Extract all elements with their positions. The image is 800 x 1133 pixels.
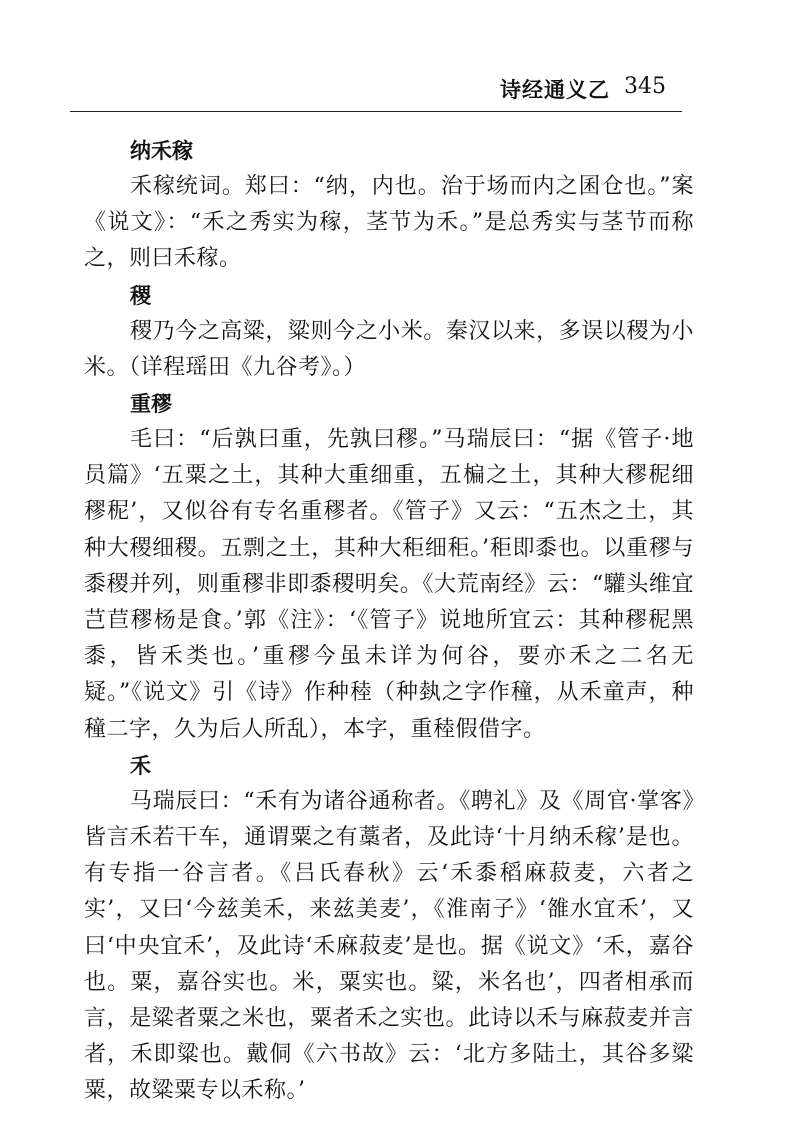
section-heading: 禾 [130, 753, 151, 778]
section-paragraph: 马瑞辰曰：“禾有为诸谷通称者。《聘礼》及《周官·掌客》皆言禾若干车，通谓粟之有藁者，及此诗‘十月纳禾稼’是也。有专指一谷言者。《吕氏春秋》云‘禾黍稻麻菽麦，六者之实’，又曰‘今兹美禾，来兹美麦’，《淮南子》‘雒水宜禾’，又曰‘中央宜禾’，及此诗‘禾麻菽麦’是也。据《说文》‘禾，嘉谷也。粟，嘉谷实也。米，粟实也。粱，米名也’，四者相承而言，是粱者粟之米也，粟者禾之实也。此诗以禾与麻菽麦并言者，禾即粱也。戴侗《六书故》云：‘北方多陆土，其谷多粱粟，故粱粟专以禾称。’ [84, 788, 694, 1104]
section-zhong-lu [84, 386, 694, 748]
header-rule [70, 111, 682, 112]
section-heading: 稷 [130, 283, 151, 308]
page-number: 345 [624, 74, 666, 99]
section-paragraph: 禾稼统词。郑曰：“纳，内也。治于场而内之囷仓也。”案《说文》：“禾之秀实为稼，茎节为禾。”是总秀实与茎节而称之，则曰禾稼。 [84, 174, 694, 272]
section-ji [84, 278, 694, 386]
section-paragraph: 稷乃今之高粱，粱则今之小米。秦汉以来，多误以稷为小米。（详程瑶田《九谷考》。） [84, 318, 694, 380]
running-header-title: 诗经通义乙 [500, 78, 610, 102]
running-header [0, 74, 800, 104]
section-he [84, 748, 694, 1110]
section-na-he-jia [84, 133, 694, 278]
section-paragraph: 毛曰：“后孰曰重，先孰曰穋。”马瑞辰曰：“据《管子·地员篇》‘五粟之土，其种大重细重，五楄之土，其种大穋秜细穋秜’，又似谷有专名重穋者。《管子》又云：“五杰之土，其种大稷细稷。五剽之土，其种大秬细秬。’秬即黍也。以重穋与黍稷并列，则重穋非即黍稷明矣。《大荒南经》云：“驩头维宜芑苣穋杨是食。’郭《注》：‘《管子》说地所宜云：其种穋秜黑黍，皆禾类也。’重穋今虽未详为何谷，要亦禾之二名无疑。”《说文》引《诗》作种稑（种埶之字作穜，从禾童声，种穜二字，久为后人所乱），本字，重稑假借字。 [84, 427, 694, 742]
section-heading: 纳禾稼 [130, 139, 193, 163]
section-heading: 重穋 [130, 392, 172, 417]
page-body [84, 133, 694, 1110]
